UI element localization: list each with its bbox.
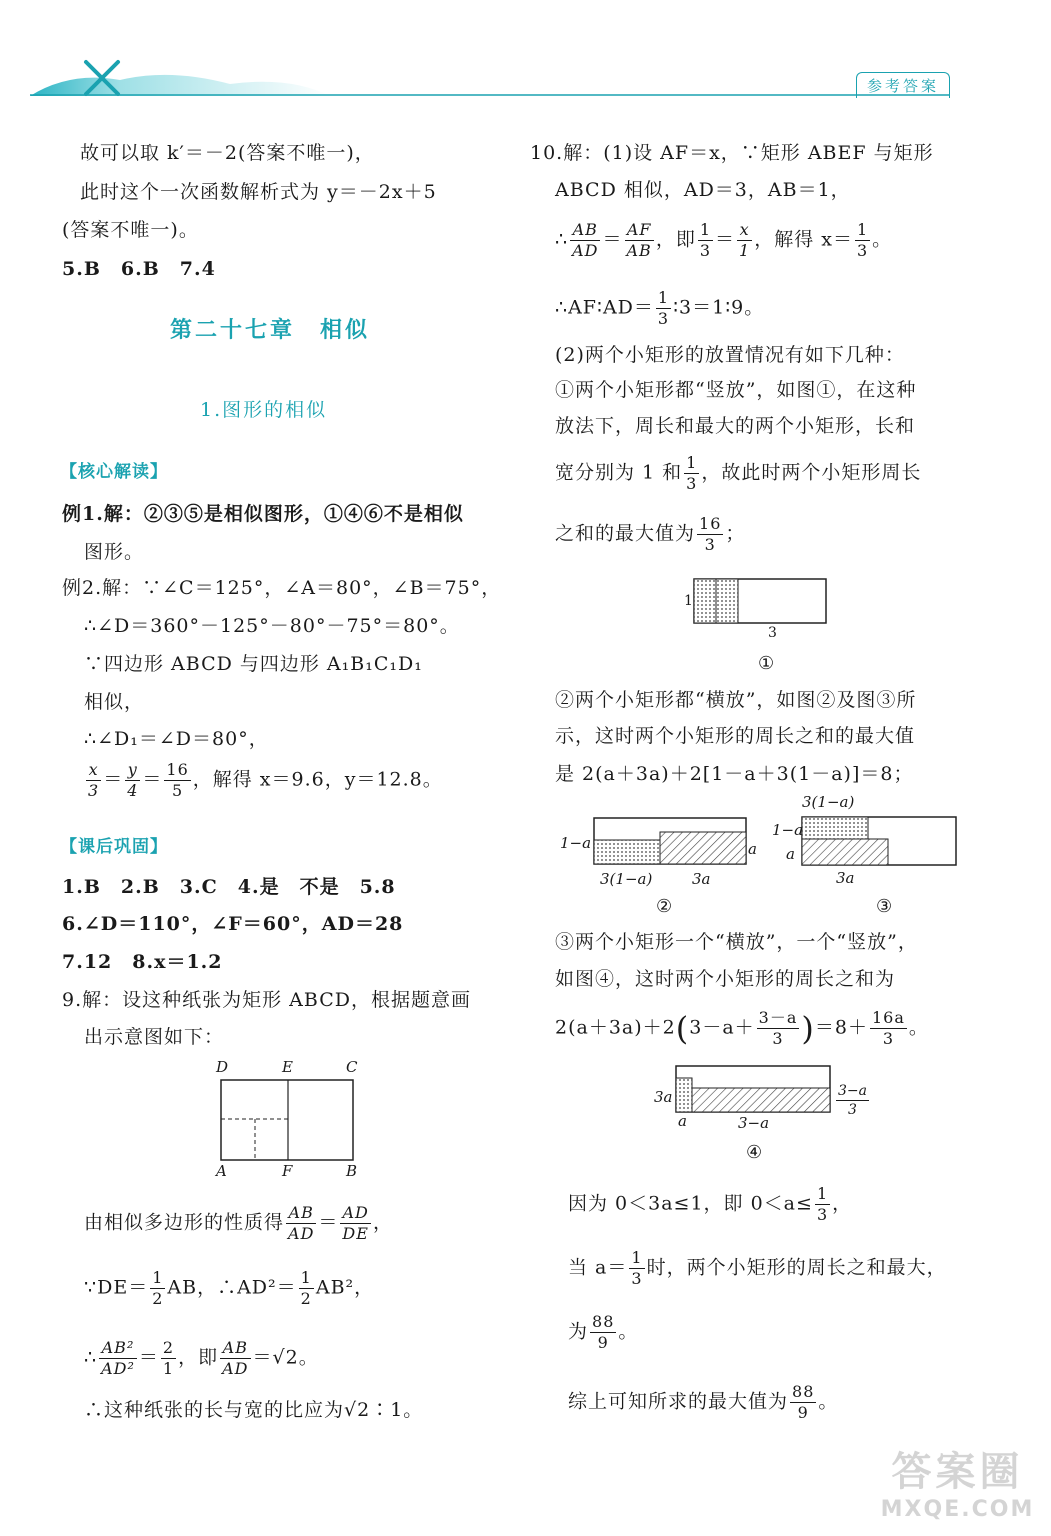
- fig4-bottom-b: 3−a: [738, 1114, 770, 1132]
- fig4-caption: ④: [746, 1142, 763, 1163]
- q10-line-5: (2)两个小矩形的放置情况有如下几种：: [555, 344, 905, 366]
- q10-line-19: 综上可知所求的最大值为 $\frac{88}{9}$ 。: [568, 1382, 839, 1422]
- q10-line-6: ①两个小矩形都“竖放”，如图①，在这种: [555, 379, 917, 401]
- tag-core: 【核心解读】: [60, 462, 168, 482]
- q10-line-3: ∴ $\frac{AB}{AD}$ ＝ $\frac{AF}{AB}$ ，即 $\frac{1}{3}$ ＝ $\frac{x}{1}$ ，解得 x＝ $\frac{1}{3}$ 。: [555, 220, 893, 260]
- ex2-line-f: $\frac{x}{3}$ ＝ $\frac{y}{4}$ ＝ $\frac{16}{5}$ ，解得 x＝9.6，y＝12.8。: [88, 760, 443, 800]
- fig3-caption: ③: [876, 896, 893, 917]
- figure-1: [680, 575, 840, 677]
- fig4-bottom-a: a: [678, 1112, 687, 1130]
- ex1-line-b: 图形。: [84, 541, 145, 563]
- ex1-text: 例1.解：②③⑤是相似图形，①④⑥不是相似: [62, 503, 464, 525]
- figure-4: [650, 1062, 870, 1170]
- label-C: C: [346, 1058, 358, 1076]
- q10-line-18: 为 $\frac{88}{9}$ 。: [568, 1312, 639, 1352]
- fig3-left-1: 1−a: [772, 821, 804, 839]
- q9-step-3: ∴ $\frac{\text{AB²}}{\text{AD²}}$ ＝ $\frac{2}{1}$ ，即 $\frac{AB}{AD}$ ＝√2。: [84, 1338, 319, 1378]
- review-line-1: 1.B 2.B 3.C 4.是 不是 5.8: [62, 876, 396, 898]
- ex2-line-c: ∵四边形 ABCD 与四边形 A₁B₁C₁D₁: [84, 653, 423, 675]
- label-F: F: [282, 1162, 293, 1180]
- label-A: A: [216, 1162, 227, 1180]
- q10-line-13: ③两个小矩形一个“横放”，一个“竖放”，: [555, 931, 918, 953]
- q10-line-14: 如图④，这时两个小矩形的周长之和为: [555, 968, 896, 990]
- ex2-line-a: 例2.解：∵∠C＝125°，∠A＝80°，∠B＝75°，: [62, 577, 502, 599]
- figure-1-diagram: [680, 575, 840, 635]
- fig3-bottom: 3a: [836, 869, 855, 887]
- q10-line-7: 放法下，周长和最大的两个小矩形，长和: [555, 415, 916, 437]
- fig3-top: 3(1−a): [802, 793, 855, 811]
- frac-16-5: $\frac{16}{5}$: [166, 760, 189, 800]
- fig1-caption: ①: [758, 653, 775, 674]
- frac-y-4: $\frac{y}{4}$: [127, 760, 139, 800]
- q10-line-1: 10.解：(1)设 AF＝x，∵矩形 ABEF 与矩形: [530, 142, 934, 164]
- figure-q9: [212, 1058, 372, 1182]
- header-band: [30, 77, 950, 110]
- fig2-bottom-1: 3(1−a): [600, 870, 653, 888]
- fig2-bottom-2: 3a: [692, 870, 711, 888]
- frac-x-3: $\frac{x}{3}$: [88, 760, 100, 800]
- header-badge: 参考答案: [856, 72, 950, 98]
- q10-line-12: 是 2(a＋3a)＋2[1－a＋3(1－a)]＝8；: [555, 763, 914, 785]
- fig2-left-1: 1−a: [560, 834, 592, 852]
- ex1-line-a: [62, 502, 464, 526]
- q10-line-4: ∴AF∶AD＝ $\frac{1}{3}$ ∶3＝1∶9。: [555, 288, 765, 328]
- q9-step-1: 由相似多边形的性质得 $\frac{AB}{AD}$ ＝ $\frac{AD}{DE}$ ，: [84, 1203, 393, 1243]
- q10-line-2: ABCD 相似，AD＝3，AB＝1，: [555, 179, 851, 201]
- section-title: 1.图形的相似: [200, 399, 328, 421]
- review-line-2: 6.∠D＝110°，∠F＝60°，AD＝28: [62, 913, 404, 935]
- figure-2: [560, 810, 765, 920]
- q10-line-9: 之和的最大值为 $\frac{16}{3}$ ；: [555, 514, 746, 554]
- q10-line-16: 因为 0＜3a≤1，即 0＜a≤ $\frac{1}{3}$ ，: [568, 1184, 853, 1224]
- q10-line-17: 当 a＝ $\frac{1}{3}$ 时，两个小矩形的周长之和最大，: [568, 1248, 947, 1288]
- q10-line-15: 2(a＋3a)＋2(3－a＋ $\frac{3-a}{3}$ )＝8＋ $\frac{16a}{3}$ 。: [555, 1008, 929, 1048]
- q9-line-2: 出示意图如下：: [84, 1026, 225, 1048]
- left-line-2: 此时这个一次函数解析式为 y＝－2x＋5: [80, 181, 437, 203]
- fig4-left: 3a: [654, 1088, 673, 1106]
- q9-step-2: ∵DE＝ $\frac{1}{2}$ AB，∴AD²＝ $\frac{1}{2}$ AB²，: [84, 1268, 375, 1308]
- tag-review: 【课后巩固】: [60, 837, 168, 857]
- q10-line-10: ②两个小矩形都“横放”，如图②及图③所: [555, 689, 917, 711]
- header-decoration: [30, 66, 950, 96]
- q9-conclusion: ∴这种纸张的长与宽的比应为√2∶1。: [84, 1399, 424, 1421]
- q10-line-11: 示，这时两个小矩形的周长之和的最大值: [555, 725, 916, 747]
- q10-line-8: 宽分别为 1 和 $\frac{1}{3}$ ，故此时两个小矩形周长: [555, 453, 922, 493]
- windmill-icon: [72, 58, 132, 98]
- ex2-line-b: ∴∠D＝360°－125°－80°－75°＝80°。: [84, 615, 460, 637]
- fig1-bottom: 3: [768, 625, 777, 641]
- fig2-right-a: a: [748, 840, 757, 858]
- label-E: E: [282, 1058, 293, 1076]
- chapter-title: 第二十七章 相似: [170, 317, 371, 343]
- fig3-left-2: a: [786, 845, 795, 863]
- fig1-side: 1: [684, 593, 693, 609]
- figure-3: [772, 793, 962, 920]
- label-D: D: [216, 1058, 229, 1076]
- watermark: 答案圈 MXQE.COM: [880, 1449, 1035, 1522]
- label-B: B: [346, 1162, 358, 1180]
- q9-line-1: 9.解：设这种纸张为矩形 ABCD，根据题意画: [62, 989, 471, 1011]
- left-line-1: 故可以取 k′＝－2(答案不唯一)，: [80, 142, 375, 164]
- fig4-right-frac: $\frac{3-a}{3}$: [838, 1083, 867, 1118]
- fig2-caption: ②: [656, 896, 673, 917]
- review-line-3: 7.12 8.x＝1.2: [62, 951, 223, 973]
- left-line-3: (答案不唯一)。: [62, 219, 199, 241]
- ex2-line-e: ∴∠D₁＝∠D＝80°，: [84, 728, 269, 750]
- ex2-line-d: 相似，: [84, 691, 145, 713]
- answers-5-7: 5.B 6.B 7.4: [62, 258, 216, 280]
